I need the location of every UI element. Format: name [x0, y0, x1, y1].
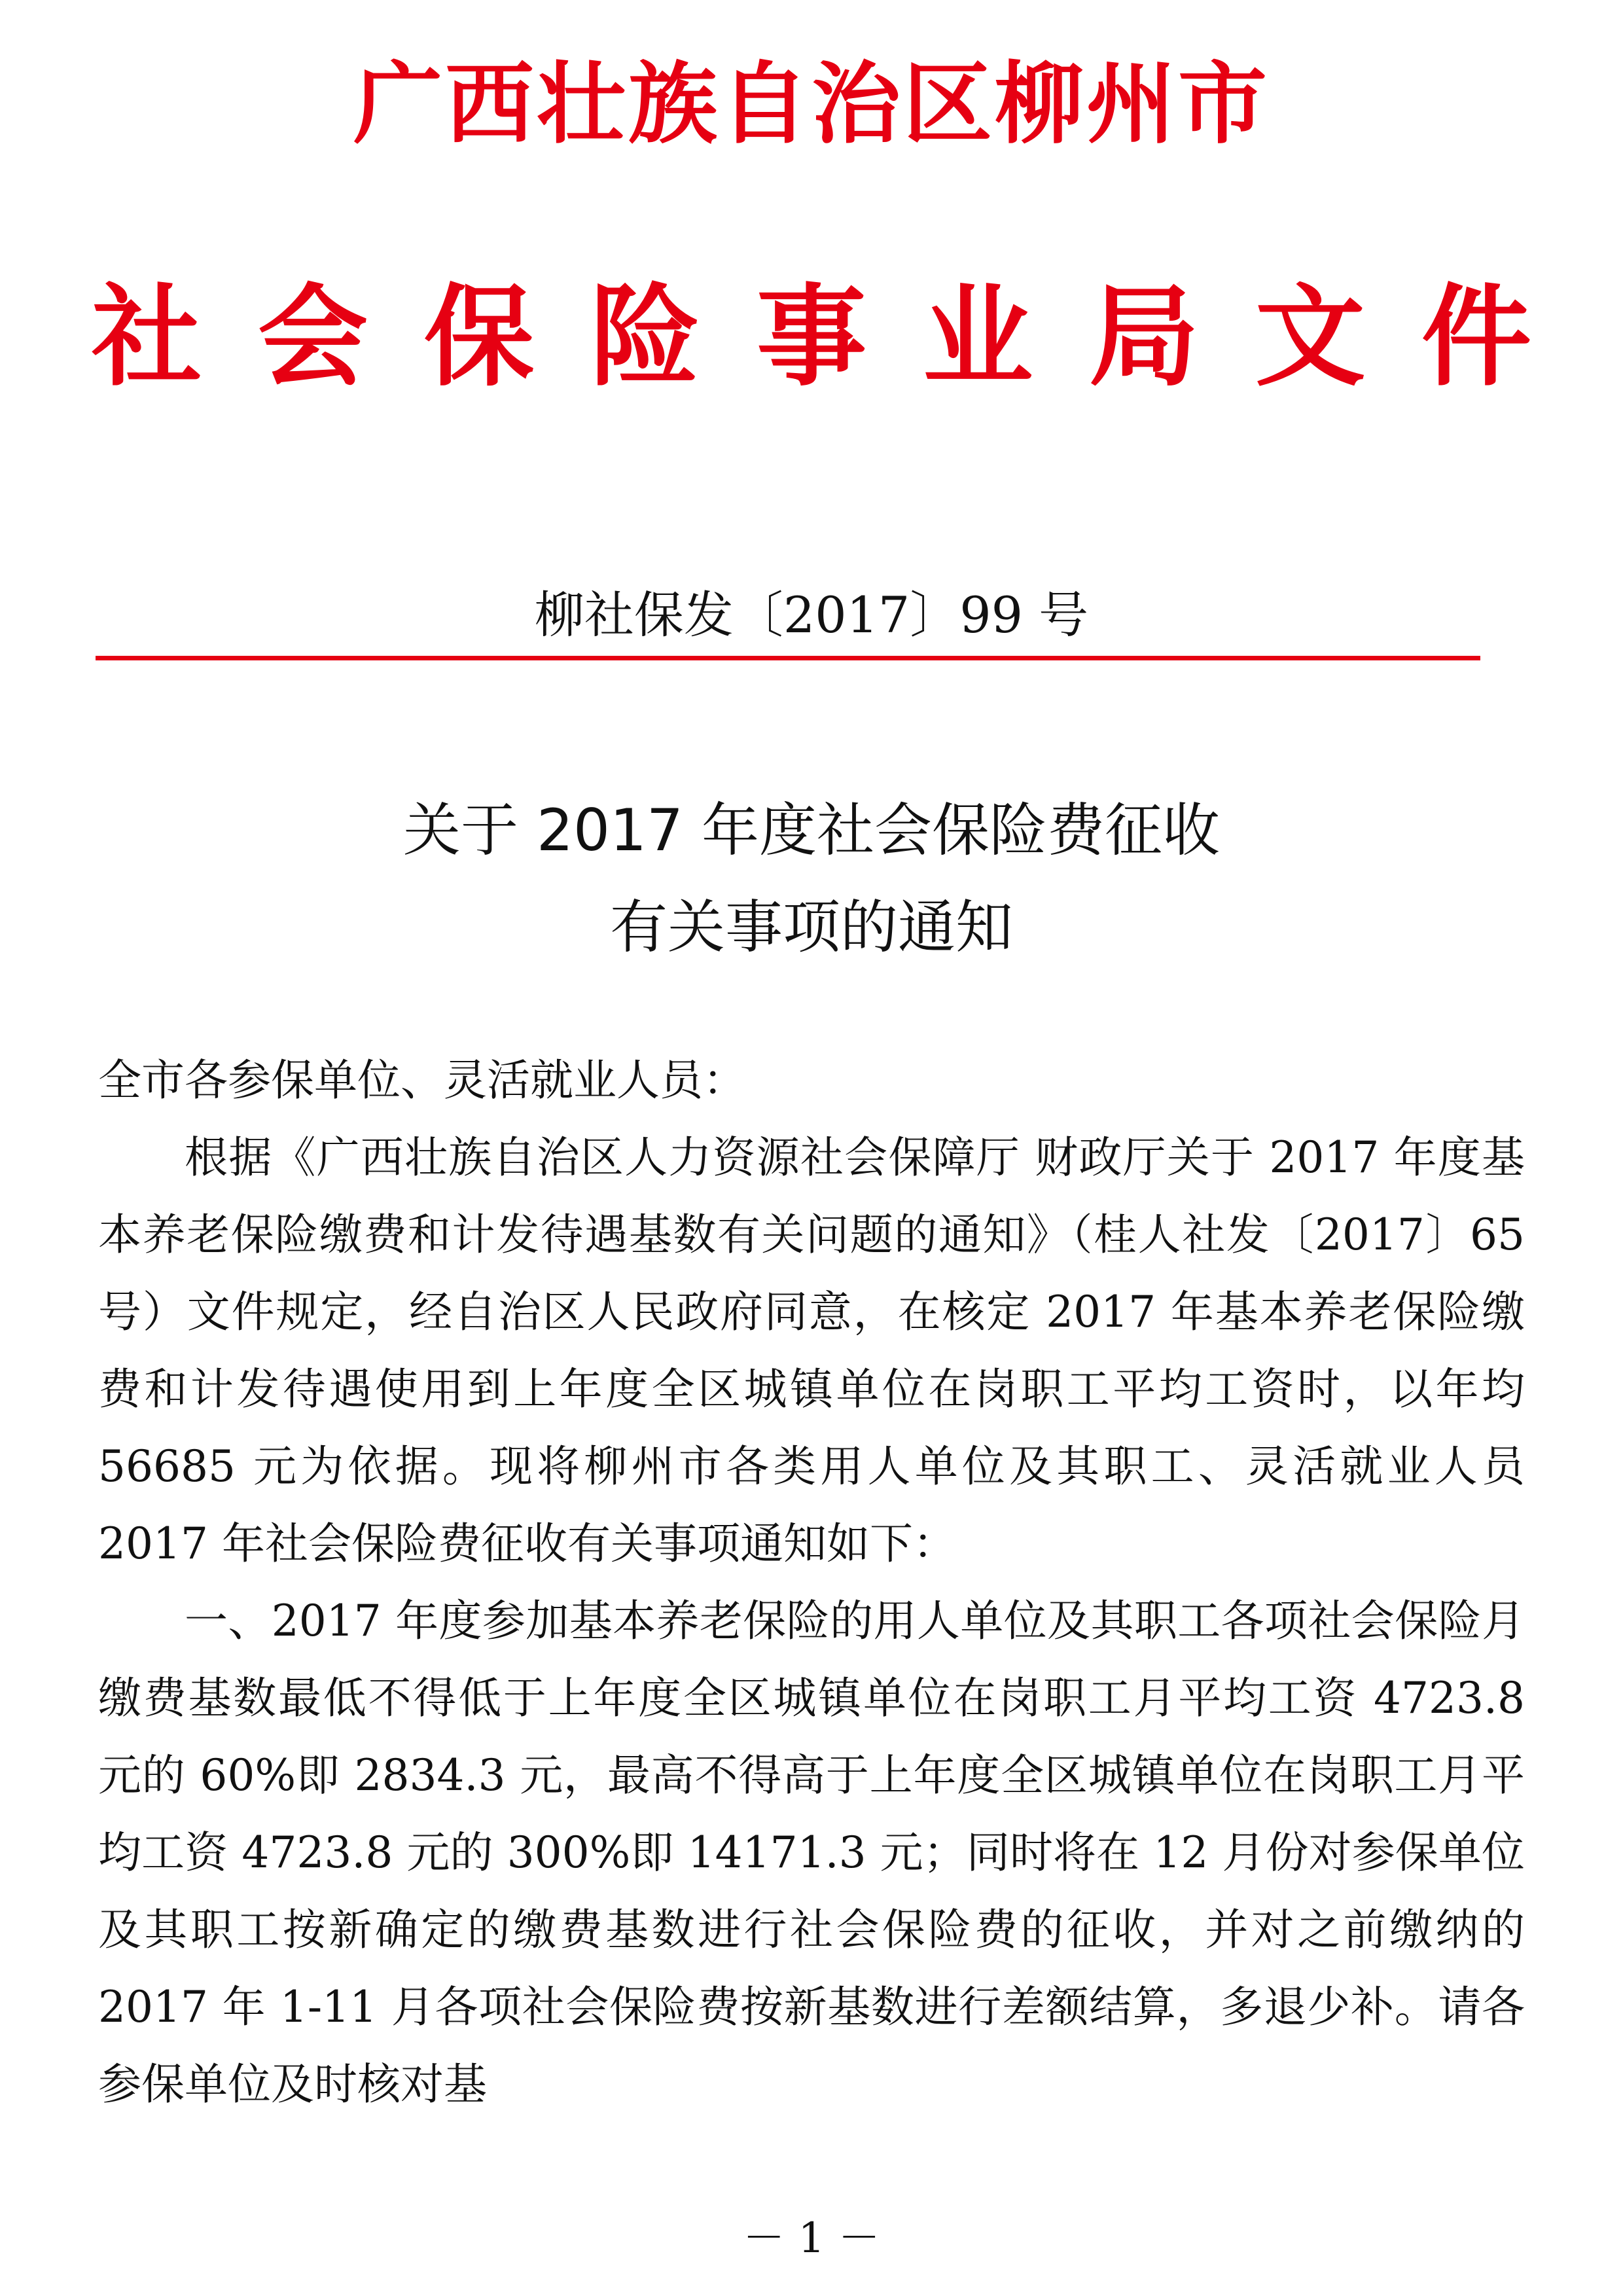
body-paragraph-2: 一、2017 年度参加基本养老保险的用人单位及其职工各项社会保险月缴费基数最低不得低于上年度全区城镇单位在岗职工月平均工资 4723.8 元的 60%即 2834.3 元，最高不得高于上年度全区城镇单位在岗职工月平均工资 4723.8 元的 300%即 14171.3 元；同时将在 12 月份对参保单位及其职工按新确定的缴费基数进行社会保险费的征收，并对之前缴纳的 2017 年 1-11 月各项社会保险费按新基数进行差额结算，多退少补。请各参保单位及时核对基: [98, 1596, 1525, 2109]
body-paragraph-1: 根据《广西壮族自治区人力资源社会保障厅 财政厅关于 2017 年度基本养老保险缴费和计发待遇基数有关问题的通知》（桂人社发〔2017〕65 号）文件规定，经自治区人民政府同意，在核定 2017 年基本养老保险缴费和计发待遇使用到上年度全区城镇单位在岗职工平均工资时，以年均 56685 元为依据。现将柳州市各类用人单位及其职工、灵活就业人员 2017 年社会保险费征收有关事项通知如下：: [98, 1132, 1525, 1569]
issuing-authority-line1: 广西壮族自治区柳州市: [353, 53, 1270, 156]
red-divider-rule: [96, 656, 1480, 660]
notice-title: [0, 782, 1623, 976]
document-body: [98, 1042, 1525, 2123]
salutation: 全市各参保单位、灵活就业人员：: [98, 1055, 746, 1105]
notice-title-line1: 关于 2017 年度社会保险费征收: [403, 797, 1220, 864]
page-number: － 1 －: [743, 2214, 880, 2263]
notice-title-line2: 有关事项的通知: [609, 893, 1013, 961]
document-number: 柳社保发〔2017〕99 号: [534, 586, 1089, 644]
issuing-authority-line2: 社会保险事业局文件: [92, 273, 1588, 401]
